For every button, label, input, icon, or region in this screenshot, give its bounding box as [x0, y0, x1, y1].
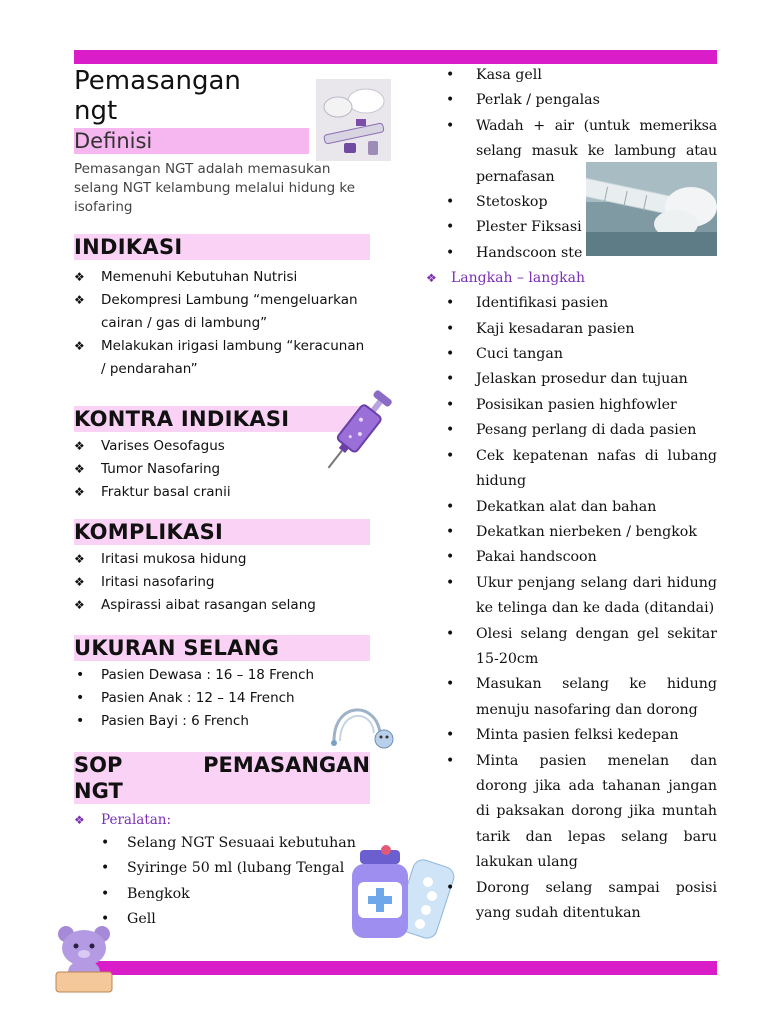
indikasi-section: [74, 234, 370, 381]
list-item: • Stetoskop: [424, 190, 717, 215]
peralatan-list-left: [74, 831, 374, 933]
bullet-icon: •: [76, 713, 85, 729]
list-item: ❖ Varises Oesofagus: [74, 435, 370, 458]
diamond-bullet-icon: ❖: [74, 598, 85, 612]
komplikasi-heading: KOMPLIKASI: [74, 519, 370, 545]
list-item: • Pasien Anak : 12 – 14 French: [74, 687, 370, 710]
list-item: • Minta pasien felksi kedepan: [424, 723, 717, 748]
bullet-icon: •: [446, 879, 455, 896]
bullet-icon: •: [446, 219, 455, 236]
top-accent-bar: [74, 50, 717, 64]
bullet-icon: •: [101, 885, 110, 902]
bullet-icon: •: [446, 498, 455, 515]
ngt-kit-photo: [316, 79, 391, 161]
bullet-icon: •: [446, 625, 455, 642]
diamond-bullet-icon: ❖: [74, 270, 85, 284]
list-item: • Dorong selang sampai posisi yang sudah ditentukan: [424, 876, 717, 927]
list-item: • Posisikan pasien highfowler: [424, 393, 717, 418]
bear-mascot-illustration: [52, 922, 116, 994]
list-item: • Gell: [74, 907, 374, 932]
list-item: • Jelaskan prosedur dan tujuan: [424, 367, 717, 392]
bullet-icon: •: [446, 447, 455, 464]
bullet-icon: •: [101, 835, 110, 851]
bullet-icon: •: [446, 346, 455, 363]
bullet-icon: •: [446, 396, 455, 413]
diamond-bullet-icon: ❖: [74, 293, 85, 307]
bullet-icon: •: [446, 676, 455, 693]
bullet-icon: •: [446, 752, 455, 769]
bullet-icon: •: [101, 860, 110, 877]
bullet-icon: •: [446, 371, 455, 388]
kontra-indikasi-heading: KONTRA INDIKASI: [74, 406, 370, 432]
list-item: • Plester Fiksasi: [424, 215, 717, 240]
diamond-bullet-icon: ❖: [74, 575, 85, 589]
bullet-icon: •: [446, 92, 455, 109]
list-item: • Ukur penjang selang dari hidung ke telinga dan ke dada (ditandai): [424, 571, 717, 622]
diamond-bullet-icon: ❖: [74, 552, 85, 566]
list-item: • Selang NGT Sesuaai kebutuhan: [74, 831, 374, 856]
list-item: ❖ Tumor Nasofaring: [74, 458, 370, 481]
list-item: ❖ Melakukan irigasi lambung “keracunan / pendarahan”: [74, 335, 370, 381]
diamond-bullet-icon: ❖: [74, 339, 85, 353]
bullet-icon: •: [446, 295, 455, 312]
bullet-icon: •: [446, 523, 455, 540]
list-item: • Kaji kesadaran pasien: [424, 317, 717, 342]
bullet-icon: •: [446, 194, 455, 211]
list-item: • Cuci tangan: [424, 342, 717, 367]
list-item: • Syiringe 50 ml (lubang Tengal: [74, 856, 374, 881]
list-item: • Pasien Bayi : 6 French: [74, 710, 370, 733]
bullet-icon: •: [76, 690, 85, 706]
komplikasi-section: [74, 519, 370, 617]
langkah-list: [424, 291, 717, 926]
sop-heading: SOP PEMASANGAN NGT: [74, 753, 370, 803]
list-item: • Masukan selang ke hidung menuju nasofaring dan dorong: [424, 672, 717, 723]
list-item: • Minta pasien menelan dan dorong jika ada tahanan jangan di paksakan dorong jika muntah tarik dan lepas selang baru lakukan ulang: [424, 749, 717, 876]
definisi-heading: Definisi: [74, 128, 309, 154]
peralatan-label: ❖ Peralatan:: [74, 809, 370, 831]
list-item: • Dekatkan nierbeken / bengkok: [424, 520, 717, 545]
nasal-tube-illustration: [326, 693, 398, 753]
list-item: • Handscoon ste: [424, 241, 717, 266]
bullet-icon: •: [446, 117, 455, 134]
bullet-icon: •: [446, 549, 455, 566]
komplikasi-list: [74, 548, 370, 617]
list-item: ❖ Iritasi nasofaring: [74, 571, 370, 594]
bullet-icon: •: [446, 422, 455, 439]
list-item: • Identifikasi pasien: [424, 291, 717, 316]
bullet-icon: •: [446, 67, 455, 83]
bullet-icon: •: [446, 320, 455, 337]
diamond-bullet-icon: ❖: [74, 439, 85, 453]
syringe-photo: [586, 162, 717, 256]
list-item: ❖ Aspirassi aibat rasangan selang: [74, 594, 370, 617]
sop-section: [74, 752, 370, 933]
ukuran-selang-heading: UKURAN SELANG: [74, 635, 370, 661]
indikasi-list: [74, 266, 370, 381]
list-item: • Pesang perlang di dada pasien: [424, 418, 717, 443]
list-item: ❖ Memenuhi Kebutuhan Nutrisi: [74, 266, 370, 289]
diamond-bullet-icon: ❖: [74, 462, 85, 476]
list-item: • Perlak / pengalas: [424, 88, 717, 113]
bullet-icon: •: [76, 667, 85, 683]
indikasi-heading: INDIKASI: [74, 234, 370, 260]
list-item: ❖ Dekompresi Lambung “mengeluarkan cairan / gas di lambung”: [74, 289, 370, 335]
list-item: • Wadah + air (untuk memeriksa selang masuk ke lambung atau pernafasan: [424, 114, 717, 190]
list-item: • Cek kepatenan nafas di lubang hidung: [424, 444, 717, 495]
bottom-accent-bar: [74, 961, 717, 975]
list-item: • Olesi selang dengan gel sekitar 15-20cm: [424, 622, 717, 673]
page-title: Pemasangan ngt: [74, 66, 241, 126]
list-item: ❖ Fraktur basal cranii: [74, 481, 370, 504]
list-item: • Bengkok: [74, 882, 374, 907]
langkah-label: ❖ Langkah – langkah: [424, 266, 717, 291]
list-item: ❖ Iritasi mukosa hidung: [74, 548, 370, 571]
list-item: • Kasa gell: [424, 63, 717, 88]
bullet-icon: •: [101, 911, 110, 928]
list-item: • Pakai handscoon: [424, 545, 717, 570]
syringe-illustration: [318, 380, 398, 480]
list-item: • Pasien Dewasa : 16 – 18 French: [74, 664, 370, 687]
bullet-icon: •: [446, 574, 455, 591]
list-item: • Dekatkan alat dan bahan: [424, 495, 717, 520]
bullet-icon: •: [446, 727, 455, 744]
bullet-icon: •: [446, 244, 455, 261]
diamond-bullet-icon: ❖: [74, 485, 85, 499]
diamond-bullet-icon: ❖: [426, 271, 437, 286]
diamond-bullet-icon: ❖: [74, 813, 85, 827]
definisi-text: Pemasangan NGT adalah memasukan selang NGT kelambung melalui hidung ke isofaring: [74, 161, 356, 215]
